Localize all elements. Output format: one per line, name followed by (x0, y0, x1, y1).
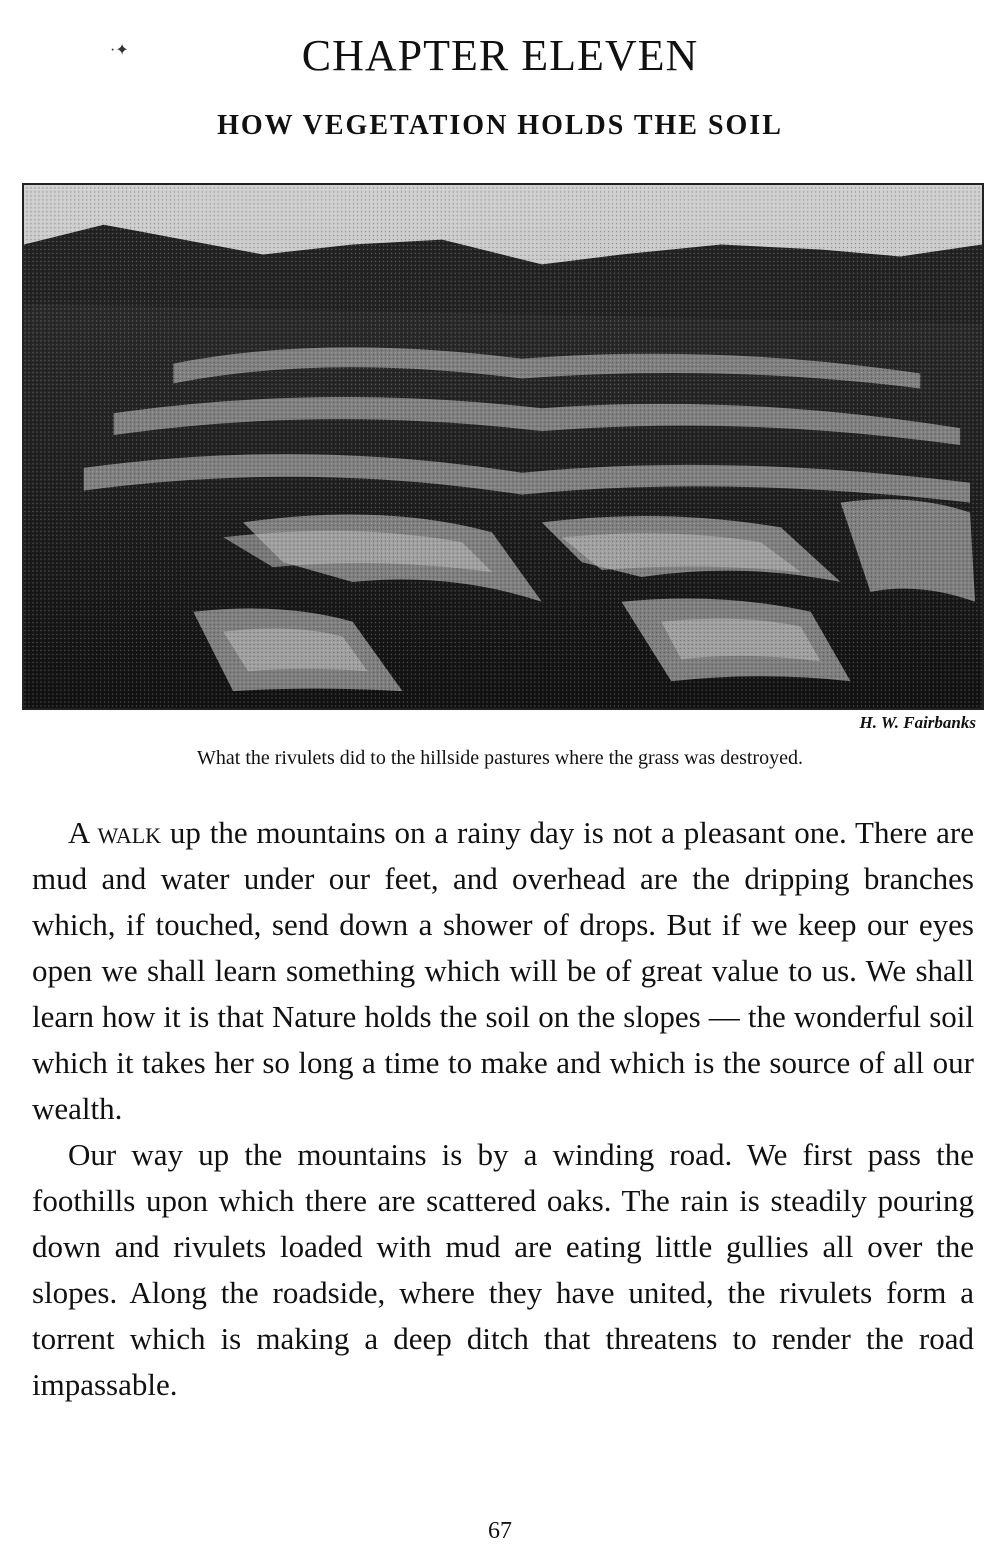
section-title: HOW VEGETATION HOLDS THE SOIL (217, 110, 783, 141)
photo-illustration (24, 185, 982, 708)
paragraph-1-lead: A walk (68, 815, 162, 850)
body-text (32, 810, 974, 1408)
eroded-hillside-photo (22, 183, 984, 710)
photo-credit: H. W. Fairbanks (859, 713, 976, 732)
paragraph-1 (32, 810, 974, 1132)
photo-caption: What the rivulets did to the hillside pastures where the grass was destroyed. (197, 747, 803, 769)
chapter-title: CHAPTER ELEVEN (301, 31, 699, 80)
page-number: 67 (488, 1518, 512, 1544)
paragraph-1-rest: up the mountains on a rainy day is not a pleasant one. There are mud and water under our feet, and overhead are the dripping branches which, if touched, send down a shower of drops. But if we keep our eyes open we shall learn something which will be of great value to us. We shall learn how it is that Nature holds the soil on the slopes — the wonderful soil which it takes her so long a time to make and which is the source of all our wealth. (32, 815, 974, 1126)
paragraph-2: Our way up the mountains is by a winding road. We first pass the foothills upon which there are scattered oaks. The rain is steadily pouring down and rivulets loaded with mud are eating little gullies all over the slopes. Along the roadside, where they have united, the rivulets form a torrent which is making a deep ditch that threatens to render the road impassable. (32, 1137, 974, 1402)
margin-mark: ·✦ (110, 42, 129, 59)
